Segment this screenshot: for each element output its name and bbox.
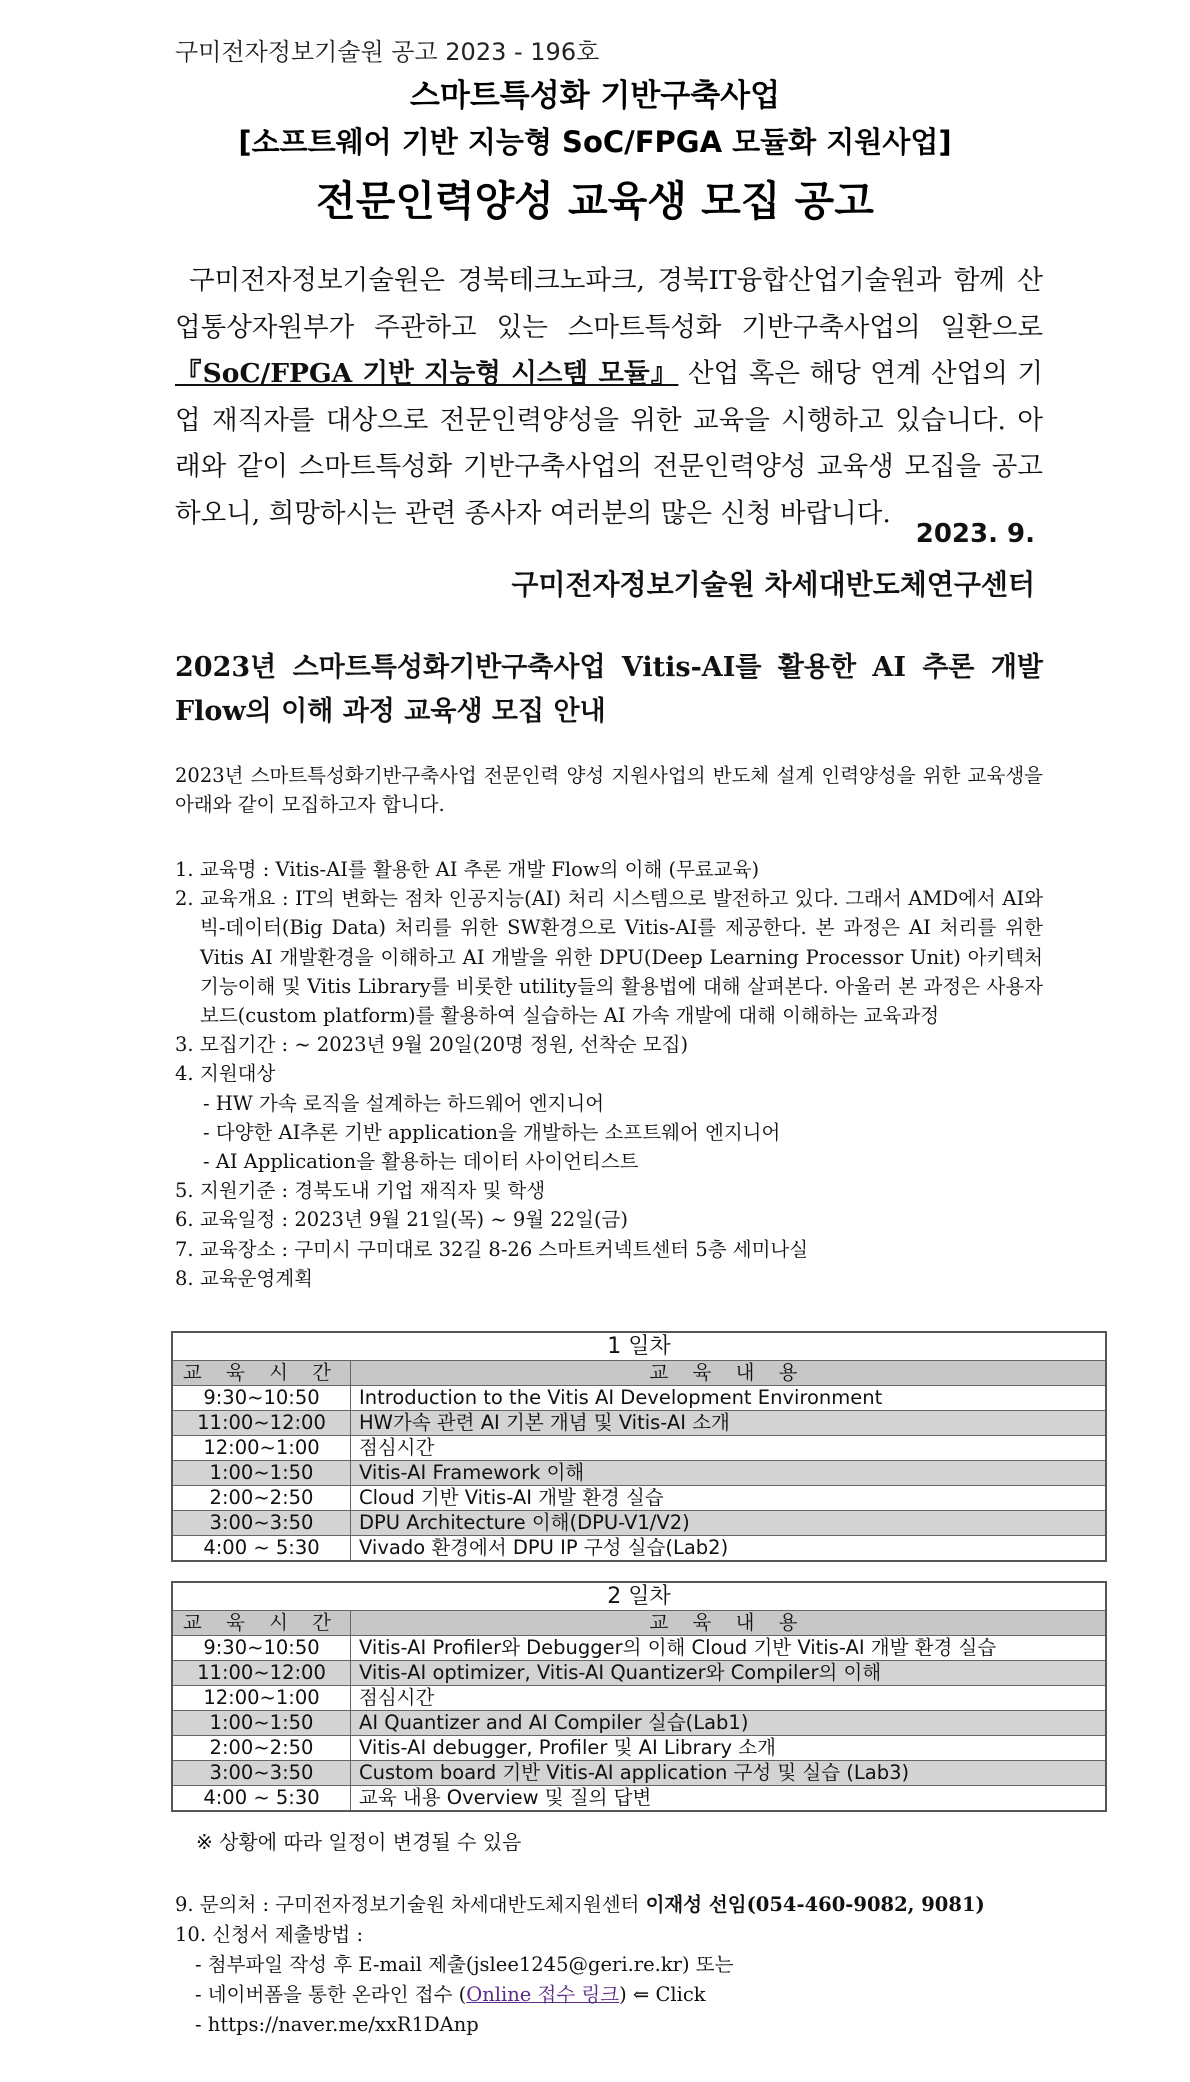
- table-row: [172, 1536, 1106, 1562]
- intro-highlight: 『SoC/FPGA 기반 지능형 시스템 모듈』: [175, 358, 679, 389]
- inquiry-line: [175, 1890, 1075, 1920]
- session-time: 9:30~10:50: [172, 1636, 351, 1661]
- target-item: - AI Application을 활용하는 데이터 사이언티스트: [203, 1150, 639, 1174]
- item-text: 모집기간 : ~ 2023년 9월 20일(20명 정원, 선착순 모집): [200, 1033, 689, 1057]
- session-time: 4:00 ~ 5:30: [172, 1786, 351, 1812]
- intro-paragraph: [175, 258, 1043, 537]
- table-row: [172, 1461, 1106, 1486]
- content-column-header: 교 육 내 용: [351, 1611, 1107, 1636]
- info-list: [175, 855, 1043, 1293]
- table-row: [172, 1436, 1106, 1461]
- item-number: 6.: [175, 1208, 194, 1232]
- table-row: [172, 1686, 1106, 1711]
- page-title: 전문인력양성 교육생 모집 공고: [316, 177, 874, 225]
- table-row: [172, 1786, 1106, 1812]
- list-item: [175, 1030, 1043, 1059]
- list-item: [175, 1264, 1043, 1293]
- session-time: 11:00~12:00: [172, 1411, 351, 1436]
- item-number: 7.: [175, 1237, 194, 1261]
- title-line-1: 스마트특성화 기반구축사업: [409, 78, 781, 114]
- session-content: HW가속 관련 AI 기본 개념 및 Vitis-AI 소개: [351, 1411, 1107, 1436]
- schedule-note: ※ 상황에 따라 일정이 변경될 수 있음: [196, 1830, 522, 1854]
- session-content: Vivado 환경에서 DPU IP 구성 실습(Lab2): [351, 1536, 1107, 1562]
- table-row: [172, 1411, 1106, 1436]
- form-url[interactable]: - https://naver.me/xxR1DAnp: [195, 2013, 479, 2036]
- notice-date: 2023. 9.: [915, 519, 1035, 549]
- table-row: [172, 1636, 1106, 1661]
- section-heading: 2023년 스마트특성화기반구축사업 Vitis-AI를 활용한 AI 추론 개발 Flow의 이해 과정 교육생 모집 안내: [175, 652, 1043, 727]
- online-apply-link[interactable]: Online 접수 링크: [466, 1983, 620, 2006]
- session-time: 9:30~10:50: [172, 1386, 351, 1411]
- table-row: [172, 1511, 1106, 1536]
- item-number: 4.: [175, 1062, 194, 1086]
- item-number: 2.: [175, 887, 194, 911]
- session-time: 3:00~3:50: [172, 1761, 351, 1786]
- content-column-header: 교 육 내 용: [351, 1361, 1107, 1386]
- list-item: [175, 1059, 1043, 1088]
- session-content: 교육 내용 Overview 및 질의 답변: [351, 1786, 1107, 1812]
- session-time: 12:00~1:00: [172, 1436, 351, 1461]
- session-content: 점심시간: [351, 1436, 1107, 1461]
- email-submission: - 첨부파일 작성 후 E-mail 제출(jslee1245@geri.re.kr) 또는: [195, 1953, 734, 1976]
- session-content: Vitis-AI Framework 이해: [351, 1461, 1107, 1486]
- session-content: Custom board 기반 Vitis-AI application 구성 및 실습 (Lab3): [351, 1761, 1107, 1786]
- session-time: 2:00~2:50: [172, 1736, 351, 1761]
- table-row: [172, 1761, 1106, 1786]
- issuing-organization: 구미전자정보기술원 차세대반도체연구센터: [511, 568, 1035, 601]
- session-content: Vitis-AI optimizer, Vitis-AI Quantizer와 Compiler의 이해: [351, 1661, 1107, 1686]
- list-item: [175, 884, 1043, 1030]
- session-content: AI Quantizer and AI Compiler 실습(Lab1): [351, 1711, 1107, 1736]
- schedule-table-day1: [171, 1331, 1107, 1562]
- item-text: 지원대상: [200, 1062, 276, 1086]
- table-row: [172, 1386, 1106, 1411]
- session-content: Vitis-AI Profiler와 Debugger의 이해 Cloud 기반 Vitis-AI 개발 환경 실습: [351, 1636, 1107, 1661]
- intro-text-2: 산업 혹은 해당 연계 산업의 기업 재직자를 대상으로 전문인력양성을 위한 교육을 시행하고 있습니다. 아래와 같이 스마트특성화 기반구축사업의 전문인력양성 교육생 모집을 공고하오니, 희망하시는 관련 종사자 여러분의 많은 신청 바랍니다.: [175, 358, 1043, 529]
- time-column-header: 교 육 시 간: [172, 1361, 351, 1386]
- table-row: [172, 1711, 1106, 1736]
- day-title: 2 일차: [172, 1582, 1106, 1611]
- session-content: Vitis-AI debugger, Profiler 및 AI Library 소개: [351, 1736, 1107, 1761]
- item-number: 1.: [175, 858, 194, 881]
- target-item: - 다양한 AI추론 기반 application을 개발하는 소프트웨어 엔지니어: [203, 1120, 781, 1144]
- session-time: 2:00~2:50: [172, 1486, 351, 1511]
- session-time: 11:00~12:00: [172, 1661, 351, 1686]
- item-text: 교육운영계획: [200, 1266, 314, 1290]
- session-time: 3:00~3:50: [172, 1511, 351, 1536]
- item-number: 3.: [175, 1033, 194, 1057]
- inquiry-text: 9. 문의처 : 구미전자정보기술원 차세대반도체지원센터: [175, 1893, 646, 1916]
- session-time: 1:00~1:50: [172, 1461, 351, 1486]
- session-time: 12:00~1:00: [172, 1686, 351, 1711]
- day-title: 1 일차: [172, 1332, 1106, 1361]
- item-text: 교육명 : Vitis-AI를 활용한 AI 추론 개발 Flow의 이해 (무료교육): [200, 858, 760, 881]
- session-content: 점심시간: [351, 1686, 1107, 1711]
- table-row: [172, 1661, 1106, 1686]
- online-prefix: - 네이버폼을 통한 온라인 접수 (: [195, 1983, 467, 2006]
- list-item: [175, 1176, 1043, 1205]
- session-content: Cloud 기반 Vitis-AI 개발 환경 실습: [351, 1486, 1107, 1511]
- intro-text-1: 구미전자정보기술원은 경북테크노파크, 경북IT융합산업기술원과 함께 산업통상자원부가 주관하고 있는 스마트특성화 기반구축사업의 일환으로: [175, 265, 1043, 343]
- schedule-table-day2: [171, 1581, 1107, 1812]
- time-column-header: 교 육 시 간: [172, 1611, 351, 1636]
- item-number: 8.: [175, 1266, 194, 1290]
- session-content: Introduction to the Vitis AI Development Environment: [351, 1386, 1107, 1411]
- section-lead: 2023년 스마트특성화기반구축사업 전문인력 양성 지원사업의 반도체 설계 인력양성을 위한 교육생을 아래와 같이 모집하고자 합니다.: [175, 764, 1043, 816]
- session-time: 1:00~1:50: [172, 1711, 351, 1736]
- list-item: [175, 1205, 1043, 1234]
- submission-title: 10. 신청서 제출방법 :: [175, 1923, 364, 1946]
- item-number: 5.: [175, 1179, 194, 1203]
- table-row: [172, 1486, 1106, 1511]
- session-time: 4:00 ~ 5:30: [172, 1536, 351, 1562]
- target-item: - HW 가속 로직을 설계하는 하드웨어 엔지니어: [203, 1091, 605, 1115]
- contact-section: [175, 1890, 1075, 2040]
- item-text: 교육일정 : 2023년 9월 21일(목) ~ 9월 22일(금): [200, 1208, 629, 1232]
- title-line-2: [소프트웨어 기반 지능형 SoC/FPGA 모듈화 지원사업]: [238, 125, 952, 159]
- list-item: [175, 855, 1043, 884]
- item-text: 지원기준 : 경북도내 기업 재직자 및 학생: [200, 1179, 546, 1203]
- list-item: [175, 1235, 1043, 1264]
- table-row: [172, 1736, 1106, 1761]
- item-text: 교육장소 : 구미시 구미대로 32길 8-26 스마트커넥트센터 5층 세미나실: [200, 1237, 809, 1261]
- online-submission: [175, 1980, 1075, 2010]
- item-text: 교육개요 : IT의 변화는 점차 인공지능(AI) 처리 시스템으로 발전하고 있다. 그래서 AMD에서 AI와 빅-데이터(Big Data) 처리를 위한 SW환경으로 Vitis-AI를 제공한다. 본 과정은 AI 처리를 위한Vitis AI 개발환경을 이해하고 AI 개발을 위한 DPU(Deep Learning Processor Unit) 아키텍처 기능이해 및 Vitis Library를 비롯한 utility들의 활용법에 대해 살펴본다. 아울러 본 과정은 사용자 보드(custom platform)를 활용하여 실습하는 AI 가속 개발에 대해 이해하는 교육과정: [200, 887, 1043, 1028]
- notice-number: 구미전자정보기술원 공고 2023 - 196호: [175, 38, 600, 66]
- online-suffix: ) ⇐ Click: [619, 1983, 706, 2006]
- session-content: DPU Architecture 이해(DPU-V1/V2): [351, 1511, 1107, 1536]
- inquiry-contact: 이재성 선임(054-460-9082, 9081): [645, 1893, 985, 1916]
